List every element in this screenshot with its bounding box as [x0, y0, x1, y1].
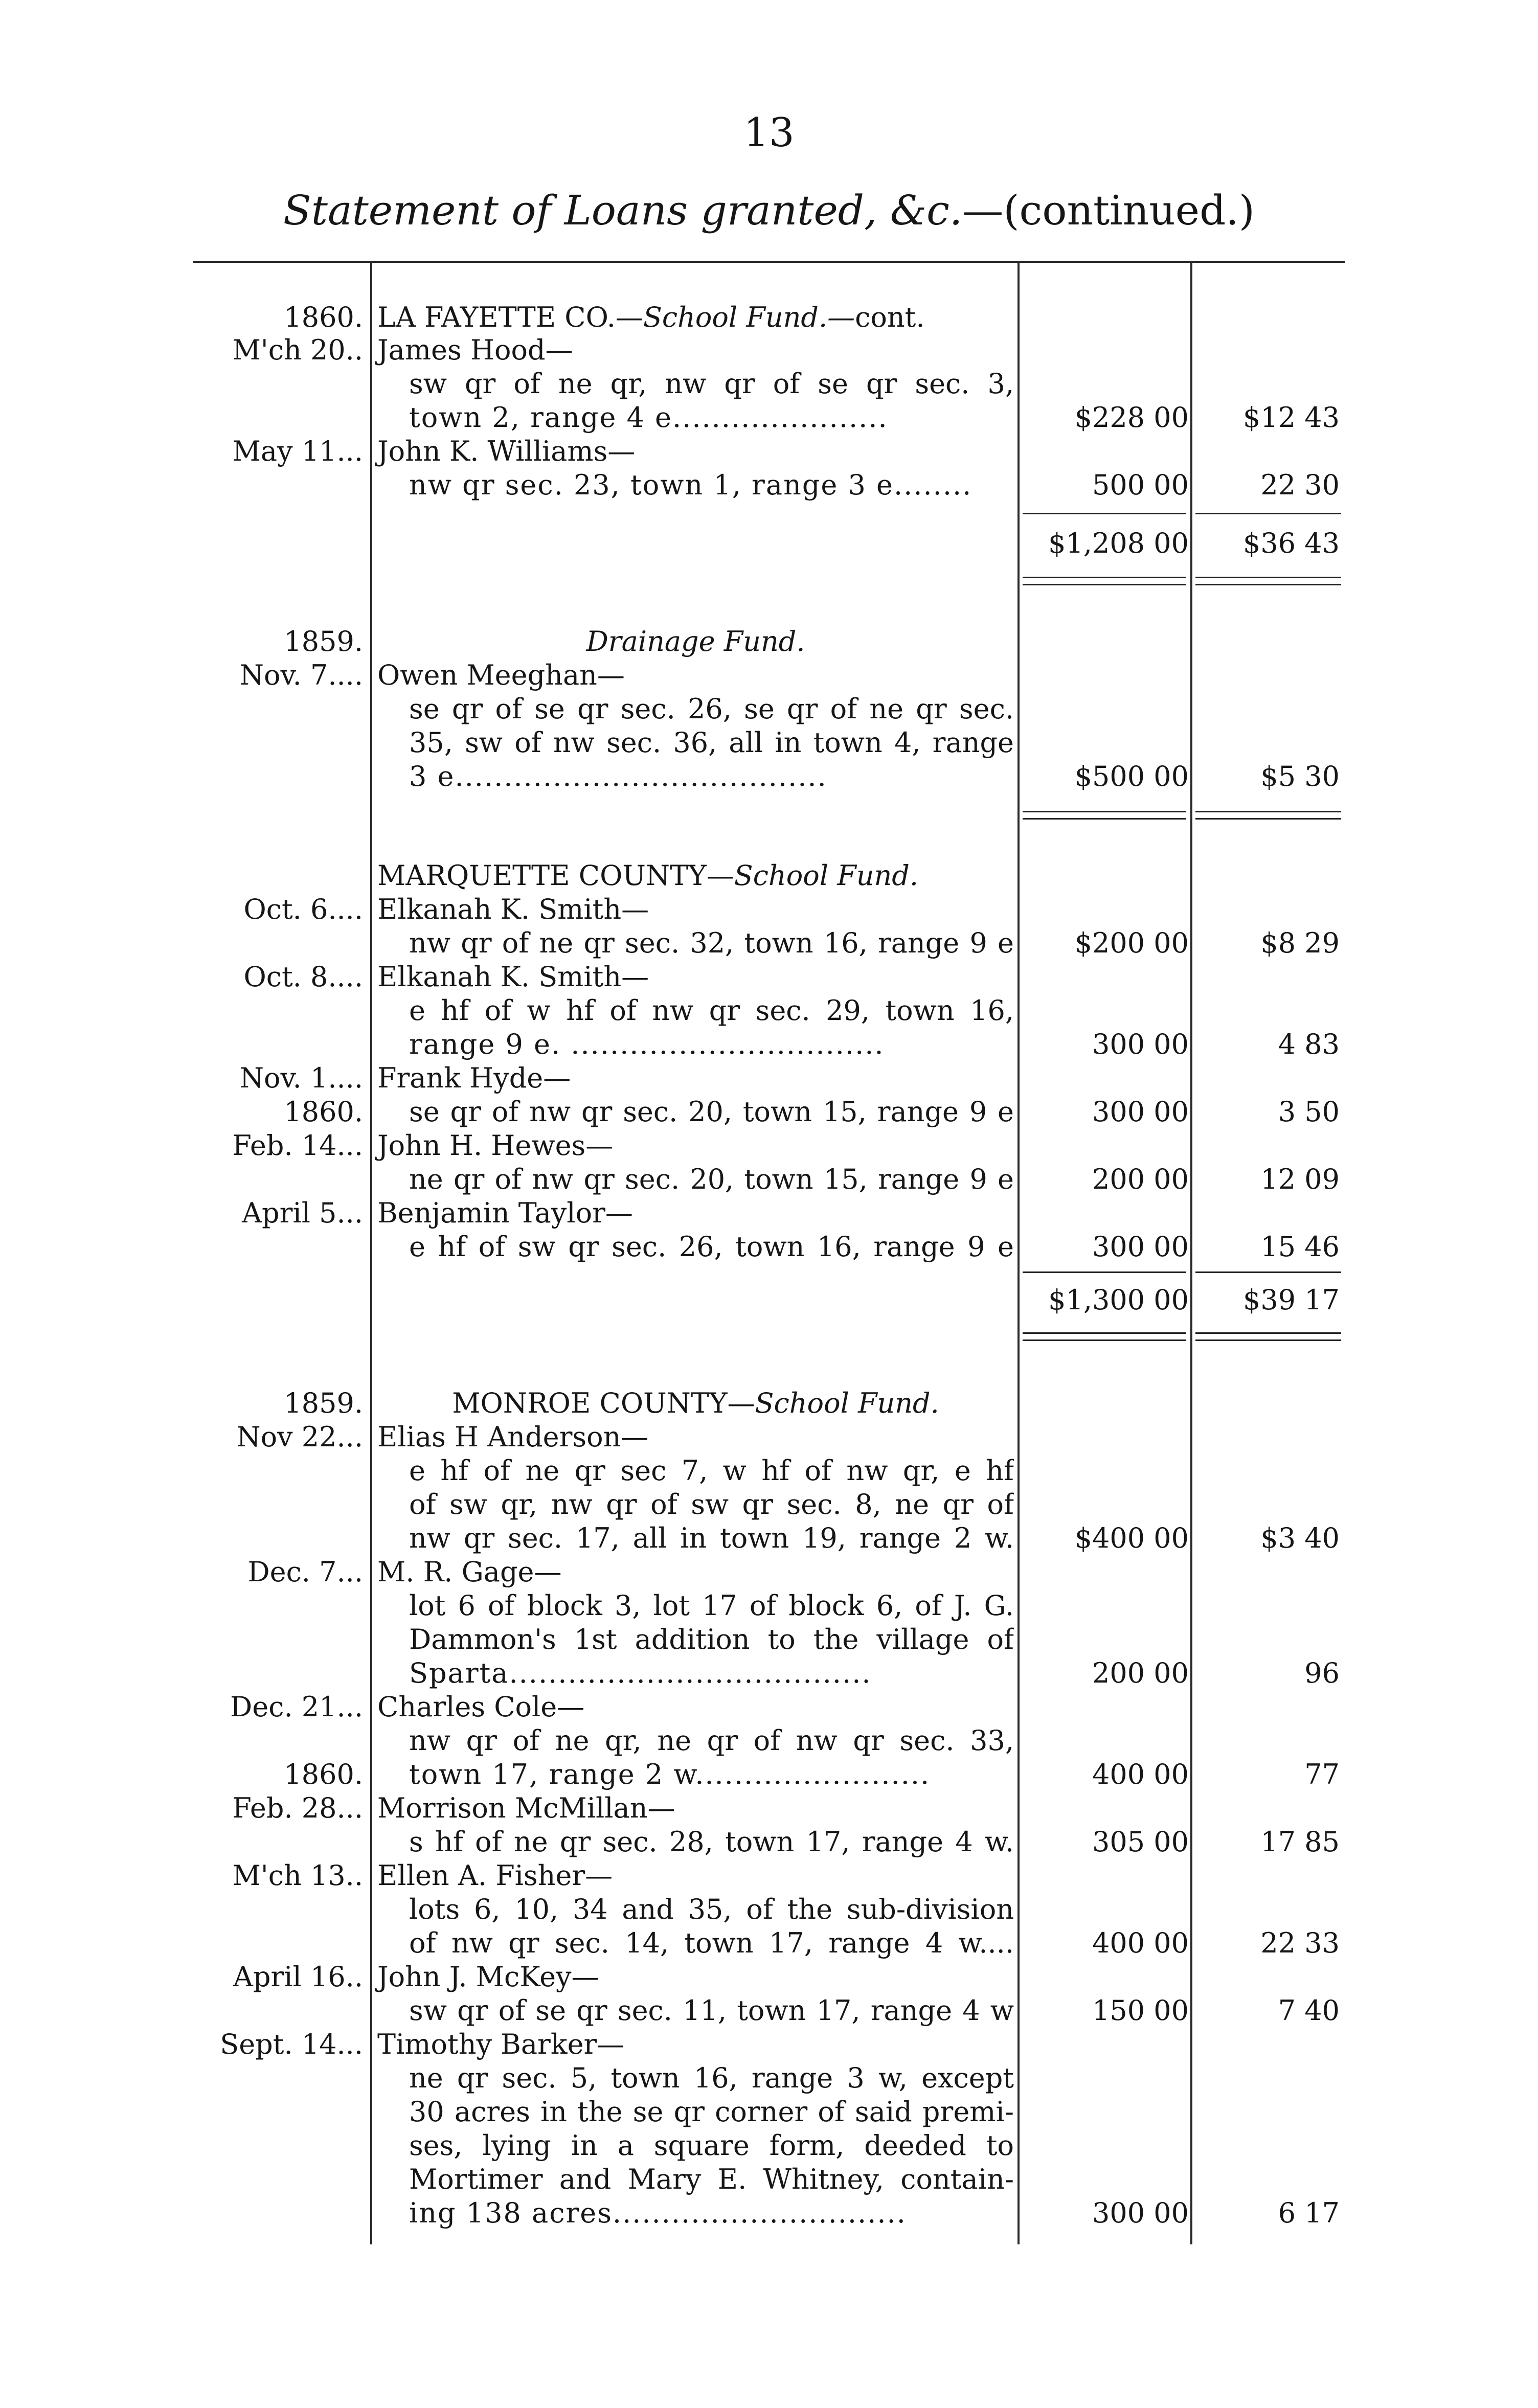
- entry-name: Morrison McMillan—: [377, 1792, 675, 1824]
- entry-date: April 16..: [233, 1961, 363, 1993]
- entry-interest: 22 30: [1260, 469, 1340, 501]
- entry-line: e hf of ne qr sec 7, w hf of nw qr, e hf: [409, 1455, 1014, 1487]
- entry-interest: $3 40: [1260, 1522, 1340, 1554]
- entry-amount: 300 00: [1092, 1028, 1189, 1060]
- entry-date: Nov. 1....: [239, 1062, 363, 1094]
- entry-line: 35, sw of nw sec. 36, all in town 4, range: [409, 726, 1014, 759]
- entry-line: 30 acres in the se qr corner of said premi-: [409, 2096, 1014, 2128]
- section-header-monroe: [377, 1387, 1014, 1420]
- subtotal-rule: [1195, 513, 1341, 514]
- subtotal-rule: [1195, 1271, 1341, 1273]
- entry-line: lot 6 of block 3, lot 17 of block 6, of J. G.: [409, 1589, 1014, 1622]
- total-rule: [1023, 577, 1186, 578]
- entry-amount: 400 00: [1092, 1927, 1189, 1959]
- entry-date: Oct. 8....: [243, 961, 363, 993]
- entry-name: Charles Cole—: [377, 1691, 585, 1723]
- entry-amount: $200 00: [1074, 927, 1189, 959]
- entry-date: May 11...: [232, 435, 363, 467]
- entry-interest: 77: [1304, 1758, 1340, 1790]
- entry-amount: $228 00: [1074, 401, 1189, 434]
- entry-line: nw qr of ne qr sec. 32, town 16, range 9 e: [409, 927, 1014, 959]
- entry-line: nw qr of ne qr, ne qr of nw qr sec. 33,: [409, 1724, 1014, 1757]
- entry-name: John H. Hewes—: [377, 1129, 614, 1162]
- entry-date: Nov. 7....: [239, 659, 363, 691]
- title-suffix: —(continued.): [962, 187, 1255, 234]
- entry-line: se qr of nw qr sec. 20, town 15, range 9 e: [409, 1096, 1014, 1128]
- total-rule: [1023, 584, 1186, 585]
- total-rule: [1195, 577, 1341, 578]
- page-number: 13: [743, 110, 795, 156]
- subtotal-rule: [1023, 1271, 1186, 1273]
- entry-interest: $5 30: [1260, 760, 1340, 792]
- entry-interest: $8 29: [1260, 927, 1340, 959]
- entry-line: Dammon's 1st addition to the village of: [409, 1623, 1014, 1655]
- entry-line: of nw qr sec. 14, town 17, range 4 w....: [409, 1927, 1014, 1959]
- entry-name: James Hood—: [377, 334, 573, 366]
- entry-amount: 300 00: [1092, 2197, 1189, 2229]
- entry-interest: $12 43: [1243, 401, 1340, 434]
- entry-line: s hf of ne qr sec. 28, town 17, range 4 w.: [409, 1826, 1014, 1858]
- year-label: 1859.: [284, 1387, 363, 1419]
- entry-line: town 17, range 2 w........................: [409, 1758, 931, 1790]
- section-header-marquette: [377, 859, 1014, 893]
- section-header-lafayette: [377, 301, 1014, 334]
- amount-column-rule: [1190, 261, 1192, 2244]
- title-italic: Statement of Loans granted, &c.: [283, 187, 963, 234]
- entry-line: e hf of sw qr sec. 26, town 16, range 9 e: [409, 1231, 1014, 1263]
- total-rule: [1195, 1339, 1341, 1341]
- year-label: 1859.: [284, 625, 363, 657]
- entry-interest: 15 46: [1260, 1231, 1340, 1263]
- entry-name: Elias H Anderson—: [377, 1421, 649, 1453]
- total-amount: $1,208 00: [1048, 527, 1189, 559]
- entry-date: Dec. 7...: [247, 1556, 363, 1588]
- entry-date: M'ch 20..: [232, 334, 363, 366]
- section-header-drainage: Drainage Fund.: [586, 625, 805, 657]
- total-rule: [1023, 1339, 1186, 1341]
- total-rule: [1023, 811, 1186, 812]
- year-label: 1860.: [284, 1758, 363, 1790]
- total-amount: $1,300 00: [1048, 1284, 1189, 1316]
- total-rule: [1195, 811, 1341, 812]
- entry-name: Elkanah K. Smith—: [377, 961, 649, 993]
- subtotal-rule: [1023, 513, 1186, 514]
- entry-line: nw qr sec. 23, town 1, range 3 e........: [409, 469, 972, 501]
- header-main: MONROE COUNTY—: [452, 1387, 755, 1419]
- entry-line: sw qr of ne qr, nw qr of se qr sec. 3,: [409, 368, 1014, 400]
- total-interest: $39 17: [1243, 1284, 1340, 1316]
- entry-interest: 6 17: [1278, 2197, 1340, 2229]
- entry-date: Dec. 21...: [230, 1691, 363, 1723]
- entry-date: M'ch 13..: [232, 1859, 363, 1892]
- year-label: 1860.: [284, 301, 363, 333]
- entry-amount: 400 00: [1092, 1758, 1189, 1790]
- entry-amount: 300 00: [1092, 1231, 1189, 1263]
- entry-line: nw qr sec. 17, all in town 19, range 2 w.: [409, 1522, 1014, 1554]
- year-label: 1860.: [284, 1096, 363, 1128]
- entry-interest: 3 50: [1278, 1096, 1340, 1128]
- entry-amount: 305 00: [1092, 1826, 1189, 1858]
- entry-line: se qr of se qr sec. 26, se qr of ne qr sec.: [409, 693, 1014, 725]
- entry-line: range 9 e. ................................: [409, 1028, 885, 1060]
- entry-name: Benjamin Taylor—: [377, 1197, 633, 1229]
- total-interest: $36 43: [1243, 527, 1340, 559]
- total-rule: [1195, 818, 1341, 820]
- entry-name: M. R. Gage—: [377, 1556, 562, 1588]
- entry-line: town 2, range 4 e......................: [409, 401, 888, 434]
- top-rule: [193, 261, 1345, 263]
- entry-line: ing 138 acres..............................: [409, 2197, 907, 2229]
- description-column-rule: [1017, 261, 1020, 2244]
- entry-amount: 200 00: [1092, 1163, 1189, 1195]
- total-rule: [1023, 1332, 1186, 1334]
- entry-line: e hf of w hf of nw qr sec. 29, town 16,: [409, 994, 1014, 1027]
- entry-line: of sw qr, nw qr of sw qr sec. 8, ne qr of: [409, 1488, 1014, 1520]
- header-tail: cont.: [855, 301, 925, 333]
- entry-line: Mortimer and Mary E. Whitney, contain-: [409, 2163, 1014, 2195]
- entry-interest: 96: [1304, 1657, 1340, 1689]
- entry-amount: 300 00: [1092, 1096, 1189, 1128]
- total-rule: [1195, 1332, 1341, 1334]
- entry-amount: $400 00: [1074, 1522, 1189, 1554]
- entry-interest: 7 40: [1278, 1994, 1340, 2027]
- date-column-rule: [370, 261, 372, 2244]
- entry-name: Ellen A. Fisher—: [377, 1859, 613, 1892]
- entry-amount: 200 00: [1092, 1657, 1189, 1689]
- header-italic: School Fund.—: [643, 301, 855, 333]
- total-rule: [1195, 584, 1341, 585]
- entry-line: 3 e......................................: [409, 760, 827, 792]
- entry-interest: 17 85: [1260, 1826, 1340, 1858]
- entry-date: Sept. 14...: [220, 2028, 363, 2060]
- entry-line: lots 6, 10, 34 and 35, of the sub-division: [409, 1893, 1014, 1925]
- header-main: LA FAYETTE CO.—: [377, 301, 643, 333]
- entry-interest: 22 33: [1260, 1927, 1340, 1959]
- header-italic: School Fund.: [734, 859, 919, 892]
- entry-interest: 12 09: [1260, 1163, 1340, 1195]
- entry-line: ne qr of nw qr sec. 20, town 15, range 9 e: [409, 1163, 1014, 1195]
- entry-date: April 5...: [242, 1197, 363, 1229]
- entry-line: Sparta.....................................: [409, 1657, 872, 1689]
- entry-line: sw qr of se qr sec. 11, town 17, range 4 w: [409, 1994, 1014, 2027]
- entry-name: Owen Meeghan—: [377, 659, 625, 691]
- entry-date: Feb. 14...: [232, 1129, 363, 1162]
- entry-name: Frank Hyde—: [377, 1062, 571, 1094]
- entry-date: Oct. 6....: [243, 893, 363, 925]
- entry-line: ses, lying in a square form, deeded to: [409, 2129, 1014, 2162]
- entry-name: John J. McKey—: [377, 1961, 599, 1993]
- entry-name: Elkanah K. Smith—: [377, 893, 649, 925]
- total-rule: [1023, 818, 1186, 820]
- entry-amount: 500 00: [1092, 469, 1189, 501]
- entry-name: Timothy Barker—: [377, 2028, 625, 2060]
- entry-date: Feb. 28...: [232, 1792, 363, 1824]
- header-main: MARQUETTE COUNTY—: [377, 859, 734, 892]
- entry-amount: $500 00: [1074, 760, 1189, 792]
- entry-name: John K. Williams—: [377, 435, 636, 467]
- entry-interest: 4 83: [1278, 1028, 1340, 1060]
- page-title: [0, 187, 1538, 234]
- entry-date: Nov 22...: [236, 1421, 363, 1453]
- entry-amount: 150 00: [1092, 1994, 1189, 2027]
- entry-line: ne qr sec. 5, town 16, range 3 w, except: [409, 2062, 1014, 2094]
- header-italic: School Fund.: [755, 1387, 939, 1419]
